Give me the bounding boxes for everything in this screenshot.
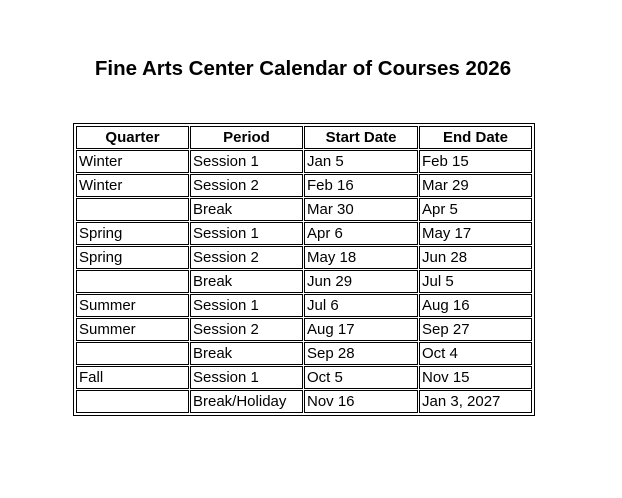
cell-end-date: Jun 28 — [419, 246, 532, 269]
cell-quarter — [76, 342, 189, 365]
cell-quarter: Summer — [76, 294, 189, 317]
table-row — [76, 270, 532, 293]
cell-end-date: Feb 15 — [419, 150, 532, 173]
table-row — [76, 150, 532, 173]
cell-quarter — [76, 198, 189, 221]
cell-quarter: Spring — [76, 222, 189, 245]
header-period: Period — [190, 126, 303, 149]
cell-period: Break — [190, 198, 303, 221]
cell-start-date: Mar 30 — [304, 198, 418, 221]
cell-quarter: Summer — [76, 318, 189, 341]
cell-quarter: Fall — [76, 366, 189, 389]
cell-period: Session 2 — [190, 174, 303, 197]
table-row — [76, 174, 532, 197]
cell-quarter — [76, 270, 189, 293]
cell-start-date: Sep 28 — [304, 342, 418, 365]
cell-end-date: May 17 — [419, 222, 532, 245]
cell-period: Session 1 — [190, 150, 303, 173]
table-row — [76, 294, 532, 317]
cell-period: Session 1 — [190, 222, 303, 245]
table-header-row — [76, 126, 532, 149]
cell-start-date: Nov 16 — [304, 390, 418, 413]
cell-start-date: May 18 — [304, 246, 418, 269]
calendar-table-frame — [73, 123, 535, 416]
cell-end-date: Nov 15 — [419, 366, 532, 389]
cell-quarter: Winter — [76, 174, 189, 197]
table-row — [76, 246, 532, 269]
cell-end-date: Oct 4 — [419, 342, 532, 365]
cell-start-date: Jul 6 — [304, 294, 418, 317]
cell-quarter: Spring — [76, 246, 189, 269]
cell-start-date: Jun 29 — [304, 270, 418, 293]
course-calendar-table — [75, 125, 533, 414]
cell-end-date: Sep 27 — [419, 318, 532, 341]
table-row — [76, 198, 532, 221]
cell-start-date: Jan 5 — [304, 150, 418, 173]
page-title: Fine Arts Center Calendar of Courses 2026 — [94, 57, 512, 80]
header-end-date: End Date — [419, 126, 532, 149]
cell-start-date: Aug 17 — [304, 318, 418, 341]
cell-quarter — [76, 390, 189, 413]
cell-start-date: Oct 5 — [304, 366, 418, 389]
cell-quarter: Winter — [76, 150, 189, 173]
cell-end-date: Jan 3, 2027 — [419, 390, 532, 413]
table-row — [76, 390, 532, 413]
header-start-date: Start Date — [304, 126, 418, 149]
cell-period: Break/Holiday — [190, 390, 303, 413]
header-quarter: Quarter — [76, 126, 189, 149]
cell-end-date: Aug 16 — [419, 294, 532, 317]
cell-period: Session 2 — [190, 246, 303, 269]
table-row — [76, 318, 532, 341]
cell-period: Session 1 — [190, 294, 303, 317]
cell-period: Session 1 — [190, 366, 303, 389]
cell-end-date: Apr 5 — [419, 198, 532, 221]
cell-period: Break — [190, 342, 303, 365]
cell-period: Break — [190, 270, 303, 293]
cell-period: Session 2 — [190, 318, 303, 341]
cell-end-date: Jul 5 — [419, 270, 532, 293]
table-row — [76, 366, 532, 389]
cell-start-date: Apr 6 — [304, 222, 418, 245]
table-row — [76, 222, 532, 245]
cell-start-date: Feb 16 — [304, 174, 418, 197]
cell-end-date: Mar 29 — [419, 174, 532, 197]
table-row — [76, 342, 532, 365]
